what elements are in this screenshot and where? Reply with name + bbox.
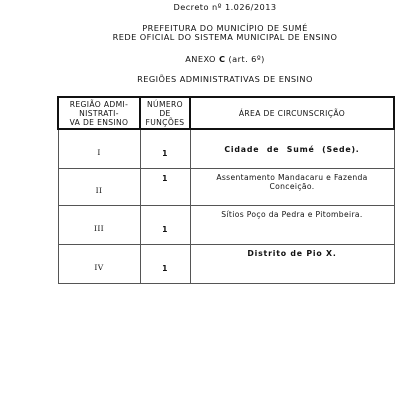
decree-number: Decreto nº 1.026/2013 xyxy=(173,2,277,12)
section-title: REGIÕES ADMINISTRATIVAS DE ENSINO xyxy=(137,74,313,84)
table-row xyxy=(58,245,394,284)
header-region-line: REGIÃO ADMI- xyxy=(69,99,129,109)
table-row xyxy=(58,169,394,206)
annex-line xyxy=(0,54,420,64)
count-cell: 1 xyxy=(140,129,190,169)
table-row xyxy=(58,206,394,245)
prefeitura-title: PREFEITURA DO MUNICÍPIO DE SUMÉ xyxy=(142,23,308,33)
area-cell: Distrito de Pio X. xyxy=(190,245,394,284)
region-cell: IV xyxy=(58,245,140,284)
header-region-line: VA DE ENSINO xyxy=(69,117,129,127)
header-area: ÁREA DE CIRCUNSCRIÇÃO xyxy=(190,97,394,129)
table-header-row xyxy=(58,97,394,129)
region-cell: III xyxy=(58,206,140,245)
header-count-line: DE xyxy=(159,108,171,118)
area-cell: Sítios Poço da Pedra e Pitombeira. xyxy=(190,206,394,245)
header-count xyxy=(140,97,190,129)
header-region xyxy=(58,97,140,129)
rede-title: REDE OFICIAL DO SISTEMA MUNICIPAL DE ENSINO xyxy=(112,32,338,42)
region-cell: I xyxy=(58,129,140,169)
annex-suffix: (art. 6º) xyxy=(228,54,265,64)
header-region-line: NISTRATI- xyxy=(79,108,119,118)
regions-table xyxy=(57,96,395,284)
annex-letter: C xyxy=(218,54,226,64)
table-row xyxy=(58,129,394,169)
region-cell: II xyxy=(58,169,140,206)
area-cell: Assentamento Mandacaru e Fazenda Conceição. xyxy=(190,169,394,206)
area-cell: Cidade de Sumé (Sede). xyxy=(190,129,394,169)
annex-prefix: ANEXO xyxy=(185,54,216,64)
header-count-line: FUNÇÕES xyxy=(145,117,185,127)
header-count-line: NÚMERO xyxy=(147,99,183,109)
count-cell: 1 xyxy=(140,245,190,284)
count-cell: 1 xyxy=(140,169,190,206)
count-cell: 1 xyxy=(140,206,190,245)
